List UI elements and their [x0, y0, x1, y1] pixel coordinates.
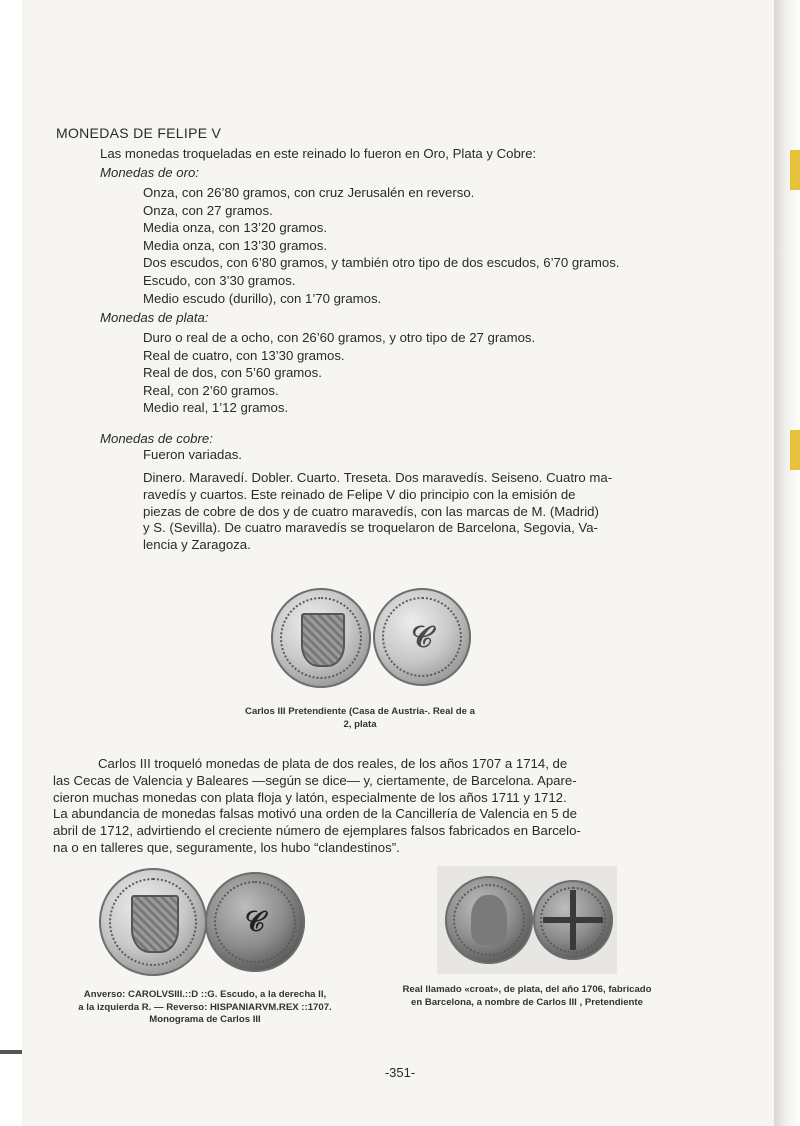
- list-item: Real, con 2’60 gramos.: [143, 382, 279, 398]
- paragraph-line: piezas de cobre de dos y de cuatro maravedís, con las marcas de M. (Madrid): [143, 503, 599, 519]
- binding-mark: [0, 1050, 22, 1054]
- paragraph-line: Carlos III troqueló monedas de plata de dos reales, de los años 1707 a 1714, de: [98, 756, 568, 771]
- paragraph-line: abril de 1712, advirtiendo el creciente número de ejemplares falsos fabricados en Barcelo-: [53, 823, 581, 839]
- list-item: Duro o real de a ocho, con 26’60 gramos, y otro tipo de 27 gramos.: [143, 330, 536, 345]
- list-item: Media onza, con 13’20 gramos.: [143, 220, 328, 236]
- list-item: Onza, con 27 gramos.: [143, 202, 273, 218]
- coin-photo-croat: [437, 866, 617, 974]
- list-item: Medio real, 1’12 gramos.: [143, 400, 289, 416]
- coin-photo-escudo: [95, 866, 310, 981]
- paragraph-line: lencia y Zaragoza.: [143, 537, 251, 553]
- paragraph-line: las Cecas de Valencia y Baleares —según se dice— y, ciertamente, de Barcelona. Apare-: [53, 772, 577, 788]
- category-oro-title: Monedas de oro:: [100, 165, 199, 180]
- list-item: Escudo, con 3’30 gramos.: [143, 272, 296, 288]
- coin-caption-2: [45, 989, 365, 1027]
- list-item: Dos escudos, con 6’80 gramos, y también otro tipo de dos escudos, 6’70 gramos.: [143, 255, 620, 271]
- category-plata-title: Monedas de plata:: [100, 310, 209, 325]
- coin-obverse: [445, 876, 533, 964]
- caption-line: Real llamado «croat», de plata, del año 1706, fabricado: [402, 984, 652, 995]
- coin-reverse: [533, 880, 613, 960]
- cobre-item: [143, 446, 242, 464]
- list-item: Fueron variadas.: [143, 447, 242, 462]
- page-tab-marker: [790, 430, 800, 470]
- coin-caption-1: [200, 706, 520, 731]
- coin-photo-real-de-a-2: [265, 585, 475, 690]
- paragraph-line: cieron muchas monedas con plata floja y latón, especialmente de los años 1711 y 1712.: [53, 789, 567, 805]
- oro-list: [143, 184, 619, 307]
- page-number: -351-: [384, 1065, 416, 1080]
- paragraph-line: ravedís y cuartos. Este reinado de Felipe V dio principio con la emisión de: [143, 486, 576, 502]
- coin-obverse: [271, 588, 371, 688]
- caption-line: Monograma de Carlos III: [149, 1014, 261, 1025]
- caption-line: 2, plata: [343, 718, 377, 730]
- caption-line: Anverso: CAROLVSIII.::D ::G. Escudo, a la derecha II,: [83, 989, 327, 1000]
- list-item: Media onza, con 13’30 gramos.: [143, 237, 328, 253]
- coin-reverse: 𝒞: [373, 588, 471, 686]
- paragraph-line: y S. (Sevilla). De cuatro maravedís se troquelaron de Barcelona, Segovia, Va-: [143, 520, 598, 536]
- caption-line: Carlos III Pretendiente (Casa de Austria-. Real de a: [245, 706, 475, 717]
- paragraph-line: Dinero. Maravedí. Dobler. Cuarto. Treseta. Dos maravedís. Seiseno. Cuatro ma-: [143, 470, 613, 485]
- plata-list: [143, 329, 535, 417]
- intro-text: Las monedas troqueladas en este reinado lo fueron en Oro, Plata y Cobre:: [100, 146, 537, 161]
- section-heading: MONEDAS DE FELIPE V: [56, 125, 222, 141]
- carlos-iii-paragraph: [53, 756, 678, 857]
- list-item: Real de cuatro, con 13’30 gramos.: [143, 347, 345, 363]
- category-cobre-title: Monedas de cobre:: [100, 431, 213, 446]
- caption-line: a la izquierda R. — Reverso: HISPANIARVM.REX ::1707.: [78, 1001, 332, 1013]
- page-tab-marker: [790, 150, 800, 190]
- caption-line: en Barcelona, a nombre de Carlos III , Pretendiente: [411, 996, 643, 1008]
- paragraph-line: na o en talleres que, seguramente, los hubo “clandestinos”.: [53, 839, 400, 855]
- cobre-paragraph: [143, 470, 678, 554]
- list-item: Medio escudo (durillo), con 1’70 gramos.: [143, 290, 382, 306]
- coin-caption-3: [372, 984, 682, 1009]
- coin-obverse: [99, 868, 207, 976]
- coin-reverse: 𝒞: [205, 872, 305, 972]
- list-item: Onza, con 26’80 gramos, con cruz Jerusalén en reverso.: [143, 185, 475, 200]
- list-item: Real de dos, con 5’60 gramos.: [143, 365, 322, 381]
- paragraph-line: La abundancia de monedas falsas motivó una orden de la Cancillería de Valencia en 5 de: [53, 806, 577, 822]
